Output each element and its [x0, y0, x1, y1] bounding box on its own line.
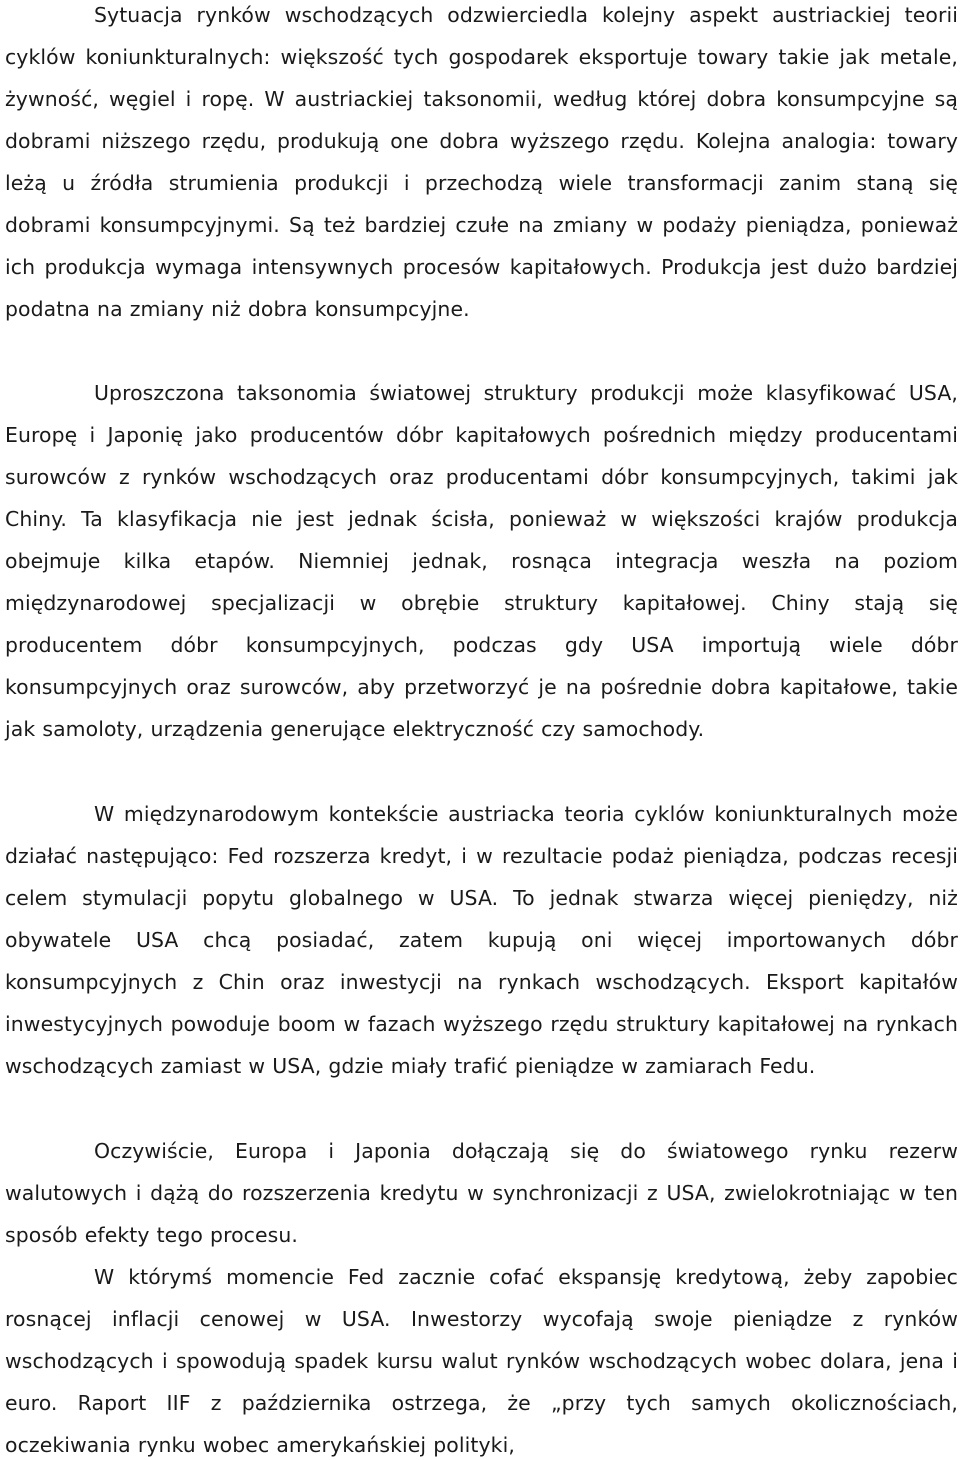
paragraph-production-taxonomy: Uproszczona taksonomia światowej struktury produkcji może klasyfikować USA, Europę i Japonię jako producentów dóbr kapitałowych pośrednich między producentami surowców z rynków wschodzących oraz producentami dóbr konsumpcyjnych, takimi jak Chiny. Ta klasyfikacja nie jest jednak ścisła, ponieważ w większości krajów produkcja obejmuje kilka etapów. Niemniej jednak, rosnąca integracja weszła na poziom międzynarodowej specjalizacji w obrębie struktury kapitałowej. Chiny stają się producentem dóbr konsumpcyjnych, podczas gdy USA importują wiele dóbr konsumpcyjnych oraz surowców, aby przetworzyć je na pośrednie dobra kapitałowe, takie jak samoloty, urządzenia generujące elektryczność czy samochody.	[5, 381, 958, 741]
paragraph-europe-japan: Oczywiście, Europa i Japonia dołączają się do światowego rynku rezerw walutowych i dążą do rozszerzenia kredytu w synchronizacji z USA, zwielokrotniając w ten sposób efekty tego procesu.	[5, 1139, 958, 1247]
paragraph-international-context: W międzynarodowym kontekście austriacka teoria cyklów koniunkturalnych może działać następująco: Fed rozszerza kredyt, i w rezultacie podaż pieniądza, podczas recesji celem stymulacji popytu globalnego w USA. To jednak stwarza więcej pieniędzy, niż obywatele USA chcą posiadać, zatem kupują oni więcej importowanych dóbr konsumpcyjnych z Chin oraz inwestycji na rynkach wschodzących. Eksport kapitałów inwestycyjnych powoduje boom w fazach wyższego rzędu struktury kapitałowej na rynkach wschodzących zamiast w USA, gdzie miały trafić pieniądze w zamiarach Fedu.	[5, 802, 958, 1078]
paragraph-emerging-markets: Sytuacja rynków wschodzących odzwierciedla kolejny aspekt austriackiej teorii cyklów koniunkturalnych: większość tych gospodarek eksportuje towary takie jak metale, żywność, węgiel i ropę. W austriackiej taksonomii, według której dobra konsumpcyjne są dobrami niższego rzędu, produkują one dobra wyższego rzędu. Kolejna analogia: towary leżą u źródła strumienia produkcji i przechodzą wiele transformacji zanim staną się dobrami konsumpcyjnymi. Są też bardziej czułe na zmiany w podaży pieniądza, ponieważ ich produkcja wymaga intensywnych procesów kapitałowych. Produkcja jest dużo bardziej podatna na zmiany niż dobra konsumpcyjne.	[5, 3, 958, 321]
paragraph-fed-reversal: W którymś momencie Fed zacznie cofać ekspansję kredytową, żeby zapobiec rosnącej inflacji cenowej w USA. Inwestorzy wycofają swoje pieniądze z rynków wschodzących i spowodują spadek kursu walut rynków wschodzących wobec dolara, jena i euro. Raport IIF z października ostrzega, że „przy tych samych okolicznościach, oczekiwania rynku wobec amerykańskiej polityki,	[5, 1265, 958, 1457]
